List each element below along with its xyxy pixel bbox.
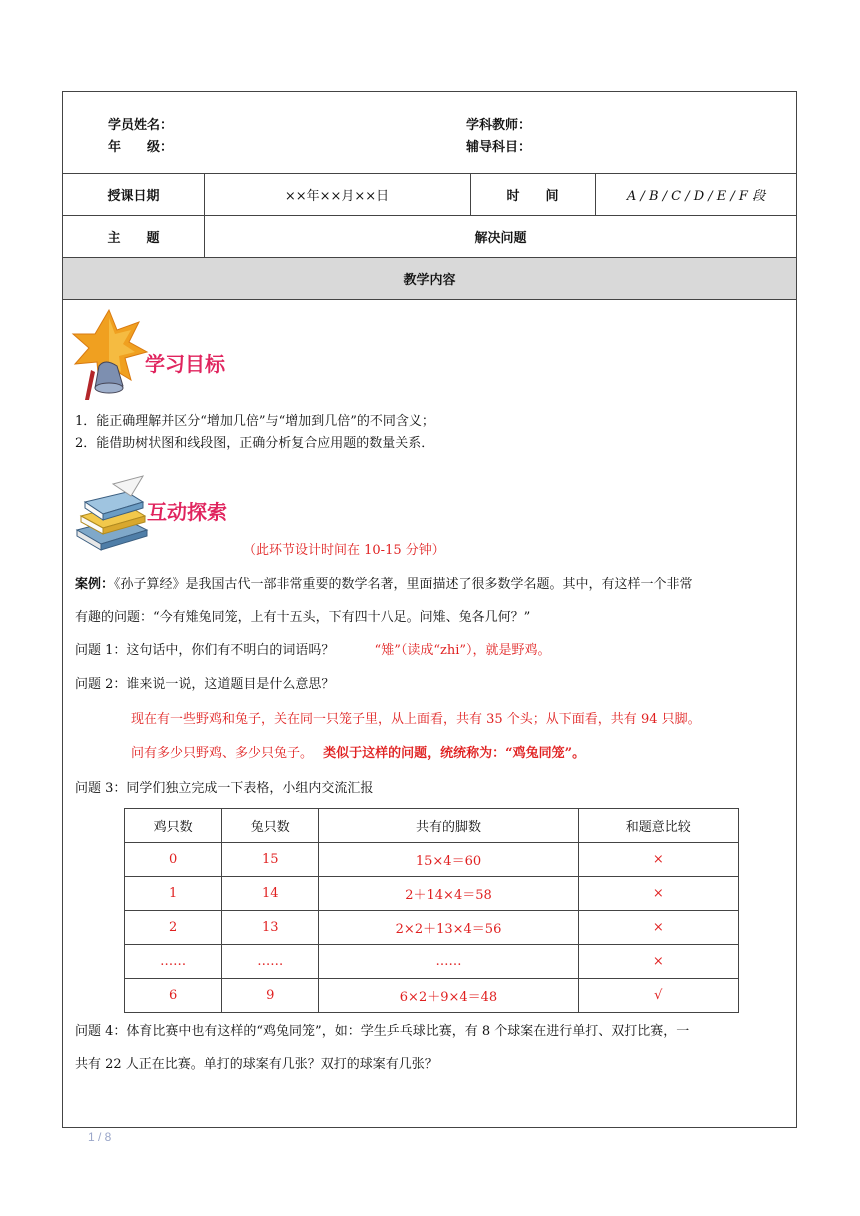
table-cell: 15×4＝60 [319,843,578,877]
table-header-cell: 兔只数 [222,809,319,843]
topic-value: 解决问题 [474,231,527,246]
goal-item-2: 2．能借助树状图和线段图，正确分析复合应用题的数量关系． [75,436,435,451]
table-cell: 6×2＋9×4＝48 [319,979,578,1013]
table-row [125,911,739,945]
question-2-text: 问题 2：谁来说一说，这道题目是什么意思？ [75,677,335,692]
table-cell: …… [125,945,222,979]
table-header-cell: 鸡只数 [125,809,222,843]
table-row [125,945,739,979]
time-label: 时 间 [506,189,559,204]
divider [63,299,796,300]
learning-goals-banner [69,308,249,403]
table-cell: 15 [222,843,319,877]
teacher-label: 学科教师： [466,118,532,133]
case-text-line-1: 《孙子算经》是我国古代一部非常重要的数学名著，里面描述了很多数学名题。其中，有这样一个非常 [114,577,693,592]
question-2-answer-line-1: 现在有一些野鸡和兔子，关在同一只笼子里，从上面看，共有 35 个头；从下面看，共有 94 只脚。 [131,712,701,727]
time-value: A / B / C / D / E / F 段 [626,189,766,204]
case-paragraph [75,574,788,596]
maple-leaf-bell-icon [69,308,149,403]
table-cell: 2×2＋13×4＝56 [319,911,578,945]
date-label: 授课日期 [107,189,160,204]
table-cell: 2 [125,911,222,945]
content-heading: 教学内容 [63,258,796,299]
table-cell: × [578,877,738,911]
books-icon [73,474,153,554]
table-header-cell: 和题意比较 [578,809,738,843]
learning-goals-title: 学习目标 [145,352,225,376]
table-cell: 0 [125,843,222,877]
table-cell: …… [319,945,578,979]
case-text-line-2: 有趣的问题：“今有雉兔同笼，上有十五头，下有四十八足。问雉、兔各几何？” [75,610,531,625]
question-1-answer: “雉”（读成“zhi”），就是野鸡。 [374,643,551,658]
table-cell: 13 [222,911,319,945]
question-4-line-1: 问题 4：体育比赛中也有这样的“鸡兔同笼”，如：学生乒乓球比赛，有 8 个球案在进行单打、双打比赛，一 [75,1024,690,1039]
table-header-row [125,809,739,843]
case-label: 案例： [75,577,115,592]
table-row [125,979,739,1013]
table-cell: 9 [222,979,319,1013]
table-row [125,843,739,877]
table-cell: …… [222,945,319,979]
topic-label: 主 题 [107,231,160,246]
question-2-answer-part-b: 类似于这样的问题，统统称为：“鸡兔同笼”。 [323,746,586,761]
question-1-text: 问题 1：这句话中，你们有不明白的词语吗？ [75,643,335,658]
question-1 [75,640,788,662]
subject-label: 辅导科目： [466,140,532,155]
table-cell: √ [578,979,738,1013]
table-row [125,877,739,911]
question-2-answer-line-2 [131,743,788,765]
explore-title: 互动探索 [147,500,227,524]
chicken-rabbit-table [124,808,739,1013]
worksheet-frame [62,91,797,1128]
table-cell: 1 [125,877,222,911]
student-name-label: 学员姓名： [108,118,174,133]
question-3-text: 问题 3：同学们独立完成一下表格，小组内交流汇报 [75,781,374,796]
question-2-answer-part-a: 问有多少只野鸡、多少只兔子。 [131,746,314,761]
table-cell: 6 [125,979,222,1013]
table-cell: 14 [222,877,319,911]
table-cell: × [578,911,738,945]
page-number: 1 / 8 [88,1130,112,1144]
grade-label: 年 级： [108,140,174,155]
date-value: ××年××月××日 [284,189,390,204]
time-note: （此环节设计时间在 10-15 分钟） [243,543,445,558]
table-cell: 2＋14×4＝58 [319,877,578,911]
table-cell: × [578,843,738,877]
table-cell: × [578,945,738,979]
question-4-line-2: 共有 22 人正在比赛。单打的球案有几张？双打的球案有几张？ [75,1057,438,1072]
explore-banner [73,474,253,554]
table-header-cell: 共有的脚数 [319,809,578,843]
goal-item-1: 1．能正确理解并区分“增加几倍”与“增加到几倍”的不同含义； [75,414,435,429]
